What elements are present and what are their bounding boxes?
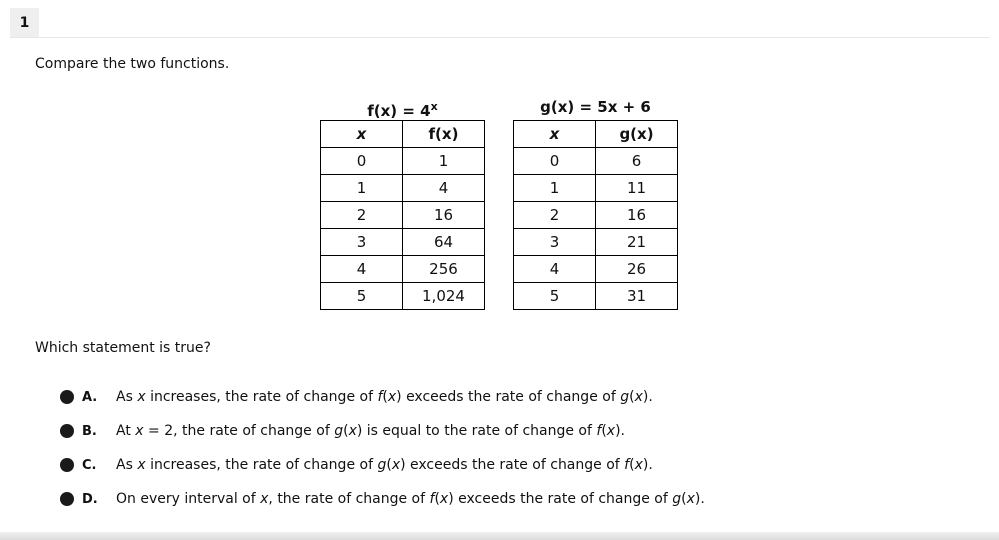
radio-bullet-icon[interactable] (60, 492, 74, 506)
table-row: 3 21 (514, 229, 678, 256)
question-number: 1 (10, 8, 39, 37)
radio-bullet-icon[interactable] (60, 458, 74, 472)
answer-choice-d[interactable] (60, 487, 705, 511)
table-g (513, 96, 678, 310)
question-header (10, 8, 989, 38)
table-row: 5 31 (514, 283, 678, 310)
choice-text: As x increases, the rate of change of f(x) exceeds the rate of change of g(x). (116, 389, 653, 405)
bottom-scroll-edge (0, 532, 999, 540)
table-f (320, 96, 485, 310)
choice-letter: C. (82, 457, 97, 473)
choice-letter: B. (82, 423, 97, 439)
table-row: 0 1 (321, 148, 485, 175)
choice-letter: D. (82, 491, 98, 507)
table-row: 1 4 (321, 175, 485, 202)
table-row: 4 26 (514, 256, 678, 283)
radio-bullet-icon[interactable] (60, 424, 74, 438)
choice-text: At x = 2, the rate of change of g(x) is equal to the rate of change of f(x). (116, 423, 626, 439)
table-row: 4 256 (321, 256, 485, 283)
choice-letter: A. (82, 389, 98, 405)
choice-text: As x increases, the rate of change of g(x) exceeds the rate of change of f(x). (116, 457, 653, 473)
question-prompt: Compare the two functions. (35, 56, 230, 72)
answer-choice-a[interactable] (60, 385, 653, 409)
table-header: x (321, 121, 403, 148)
table-row: 0 6 (514, 148, 678, 175)
radio-bullet-icon[interactable] (60, 390, 74, 404)
table-f-title: $f(x) = 4^x$ (367, 100, 438, 120)
choice-text: On every interval of x, the rate of change of f(x) exceeds the rate of change of g(x). (116, 491, 705, 507)
question-stem: Which statement is true? (35, 340, 211, 356)
table-header: f(x) (403, 121, 485, 148)
table-row: 5 1,024 (321, 283, 485, 310)
table-row: 3 64 (321, 229, 485, 256)
answer-choice-c[interactable] (60, 453, 653, 477)
table-header: g(x) (596, 121, 678, 148)
answer-choice-b[interactable] (60, 419, 625, 443)
table-row: 2 16 (514, 202, 678, 229)
table-row: 1 11 (514, 175, 678, 202)
table-header: x (514, 121, 596, 148)
table-g-title: g(x) = 5x + 6 (540, 98, 651, 116)
table-row: 2 16 (321, 202, 485, 229)
